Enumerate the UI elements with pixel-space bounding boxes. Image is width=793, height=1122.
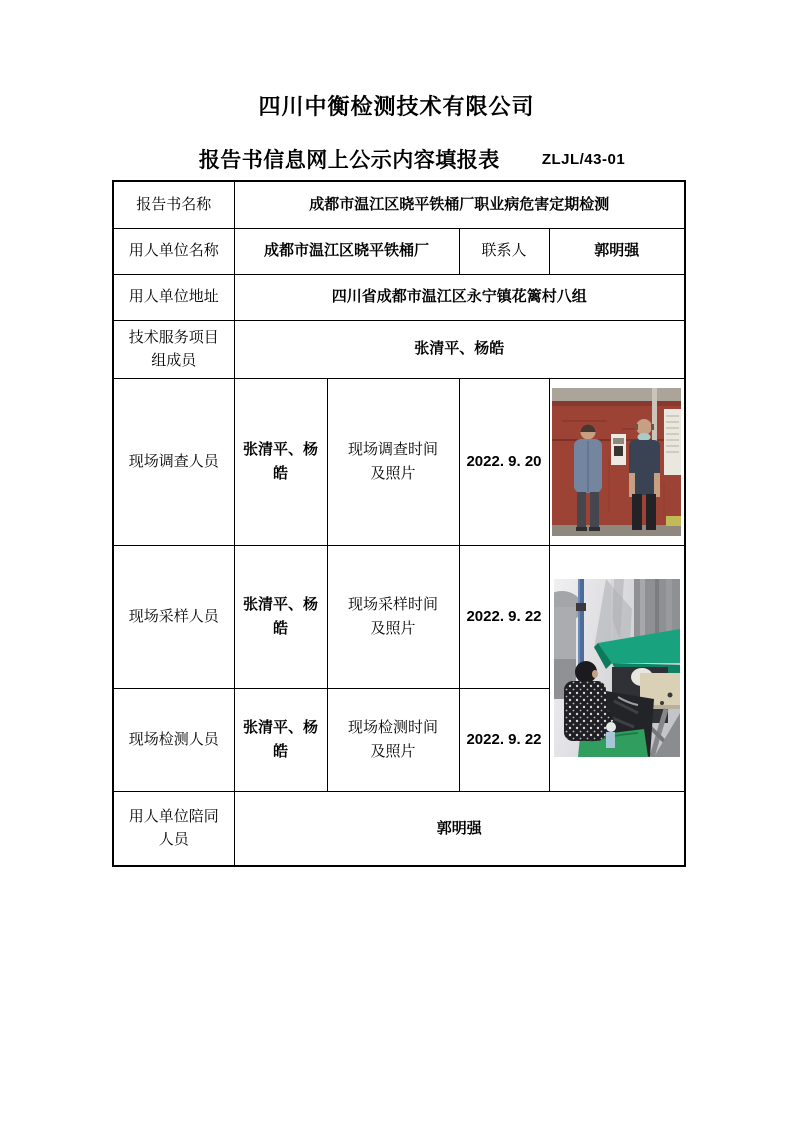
company-title: 四川中衡检测技术有限公司 — [258, 94, 535, 119]
sampling-time-label: 现场采样时间及照片 — [327, 545, 459, 688]
survey-names: 张清平、杨皓 — [234, 378, 327, 545]
form-title-row — [126, 144, 698, 174]
report-info-table — [112, 180, 686, 867]
sampling-names: 张清平、杨皓 — [234, 545, 327, 688]
testing-label: 现场检测人员 — [113, 688, 234, 791]
survey-photo — [552, 388, 681, 536]
employer-address-value: 四川省成都市温江区永宁镇花篱村八组 — [234, 274, 685, 320]
row-sampling — [113, 545, 685, 688]
row-survey — [113, 378, 685, 545]
sampling-date: 2022. 9. 22 — [459, 545, 549, 688]
work-photo — [554, 579, 680, 757]
team-value: 张清平、杨皓 — [234, 320, 685, 378]
row-employer-address — [113, 274, 685, 320]
testing-time-label: 现场检测时间及照片 — [327, 688, 459, 791]
escort-label: 用人单位陪同人员 — [113, 791, 234, 866]
report-name-value: 成都市温江区晓平铁桶厂职业病危害定期检测 — [234, 181, 685, 228]
survey-date: 2022. 9. 20 — [459, 378, 549, 545]
sampling-label: 现场采样人员 — [113, 545, 234, 688]
form-code: ZLJL/43-01 — [541, 150, 626, 168]
row-escort — [113, 791, 685, 866]
work-photo-cell — [549, 545, 685, 791]
row-project-team — [113, 320, 685, 378]
testing-date: 2022. 9. 22 — [459, 688, 549, 791]
contact-value: 郭明强 — [549, 228, 685, 274]
employer-name-label: 用人单位名称 — [113, 228, 234, 274]
employer-address-label: 用人单位地址 — [113, 274, 234, 320]
survey-photo-cell — [549, 378, 685, 545]
row-report-name — [113, 181, 685, 228]
contact-label: 联系人 — [459, 228, 549, 274]
team-label: 技术服务项目组成员 — [113, 320, 234, 378]
survey-time-label: 现场调查时间及照片 — [327, 378, 459, 545]
escort-value: 郭明强 — [234, 791, 685, 866]
form-title: 报告书信息网上公示内容填报表 — [198, 149, 500, 172]
report-name-label: 报告书名称 — [113, 181, 234, 228]
testing-names: 张清平、杨皓 — [234, 688, 327, 791]
row-employer-name — [113, 228, 685, 274]
survey-label: 现场调查人员 — [113, 378, 234, 545]
employer-name-value: 成都市温江区晓平铁桶厂 — [234, 228, 459, 274]
